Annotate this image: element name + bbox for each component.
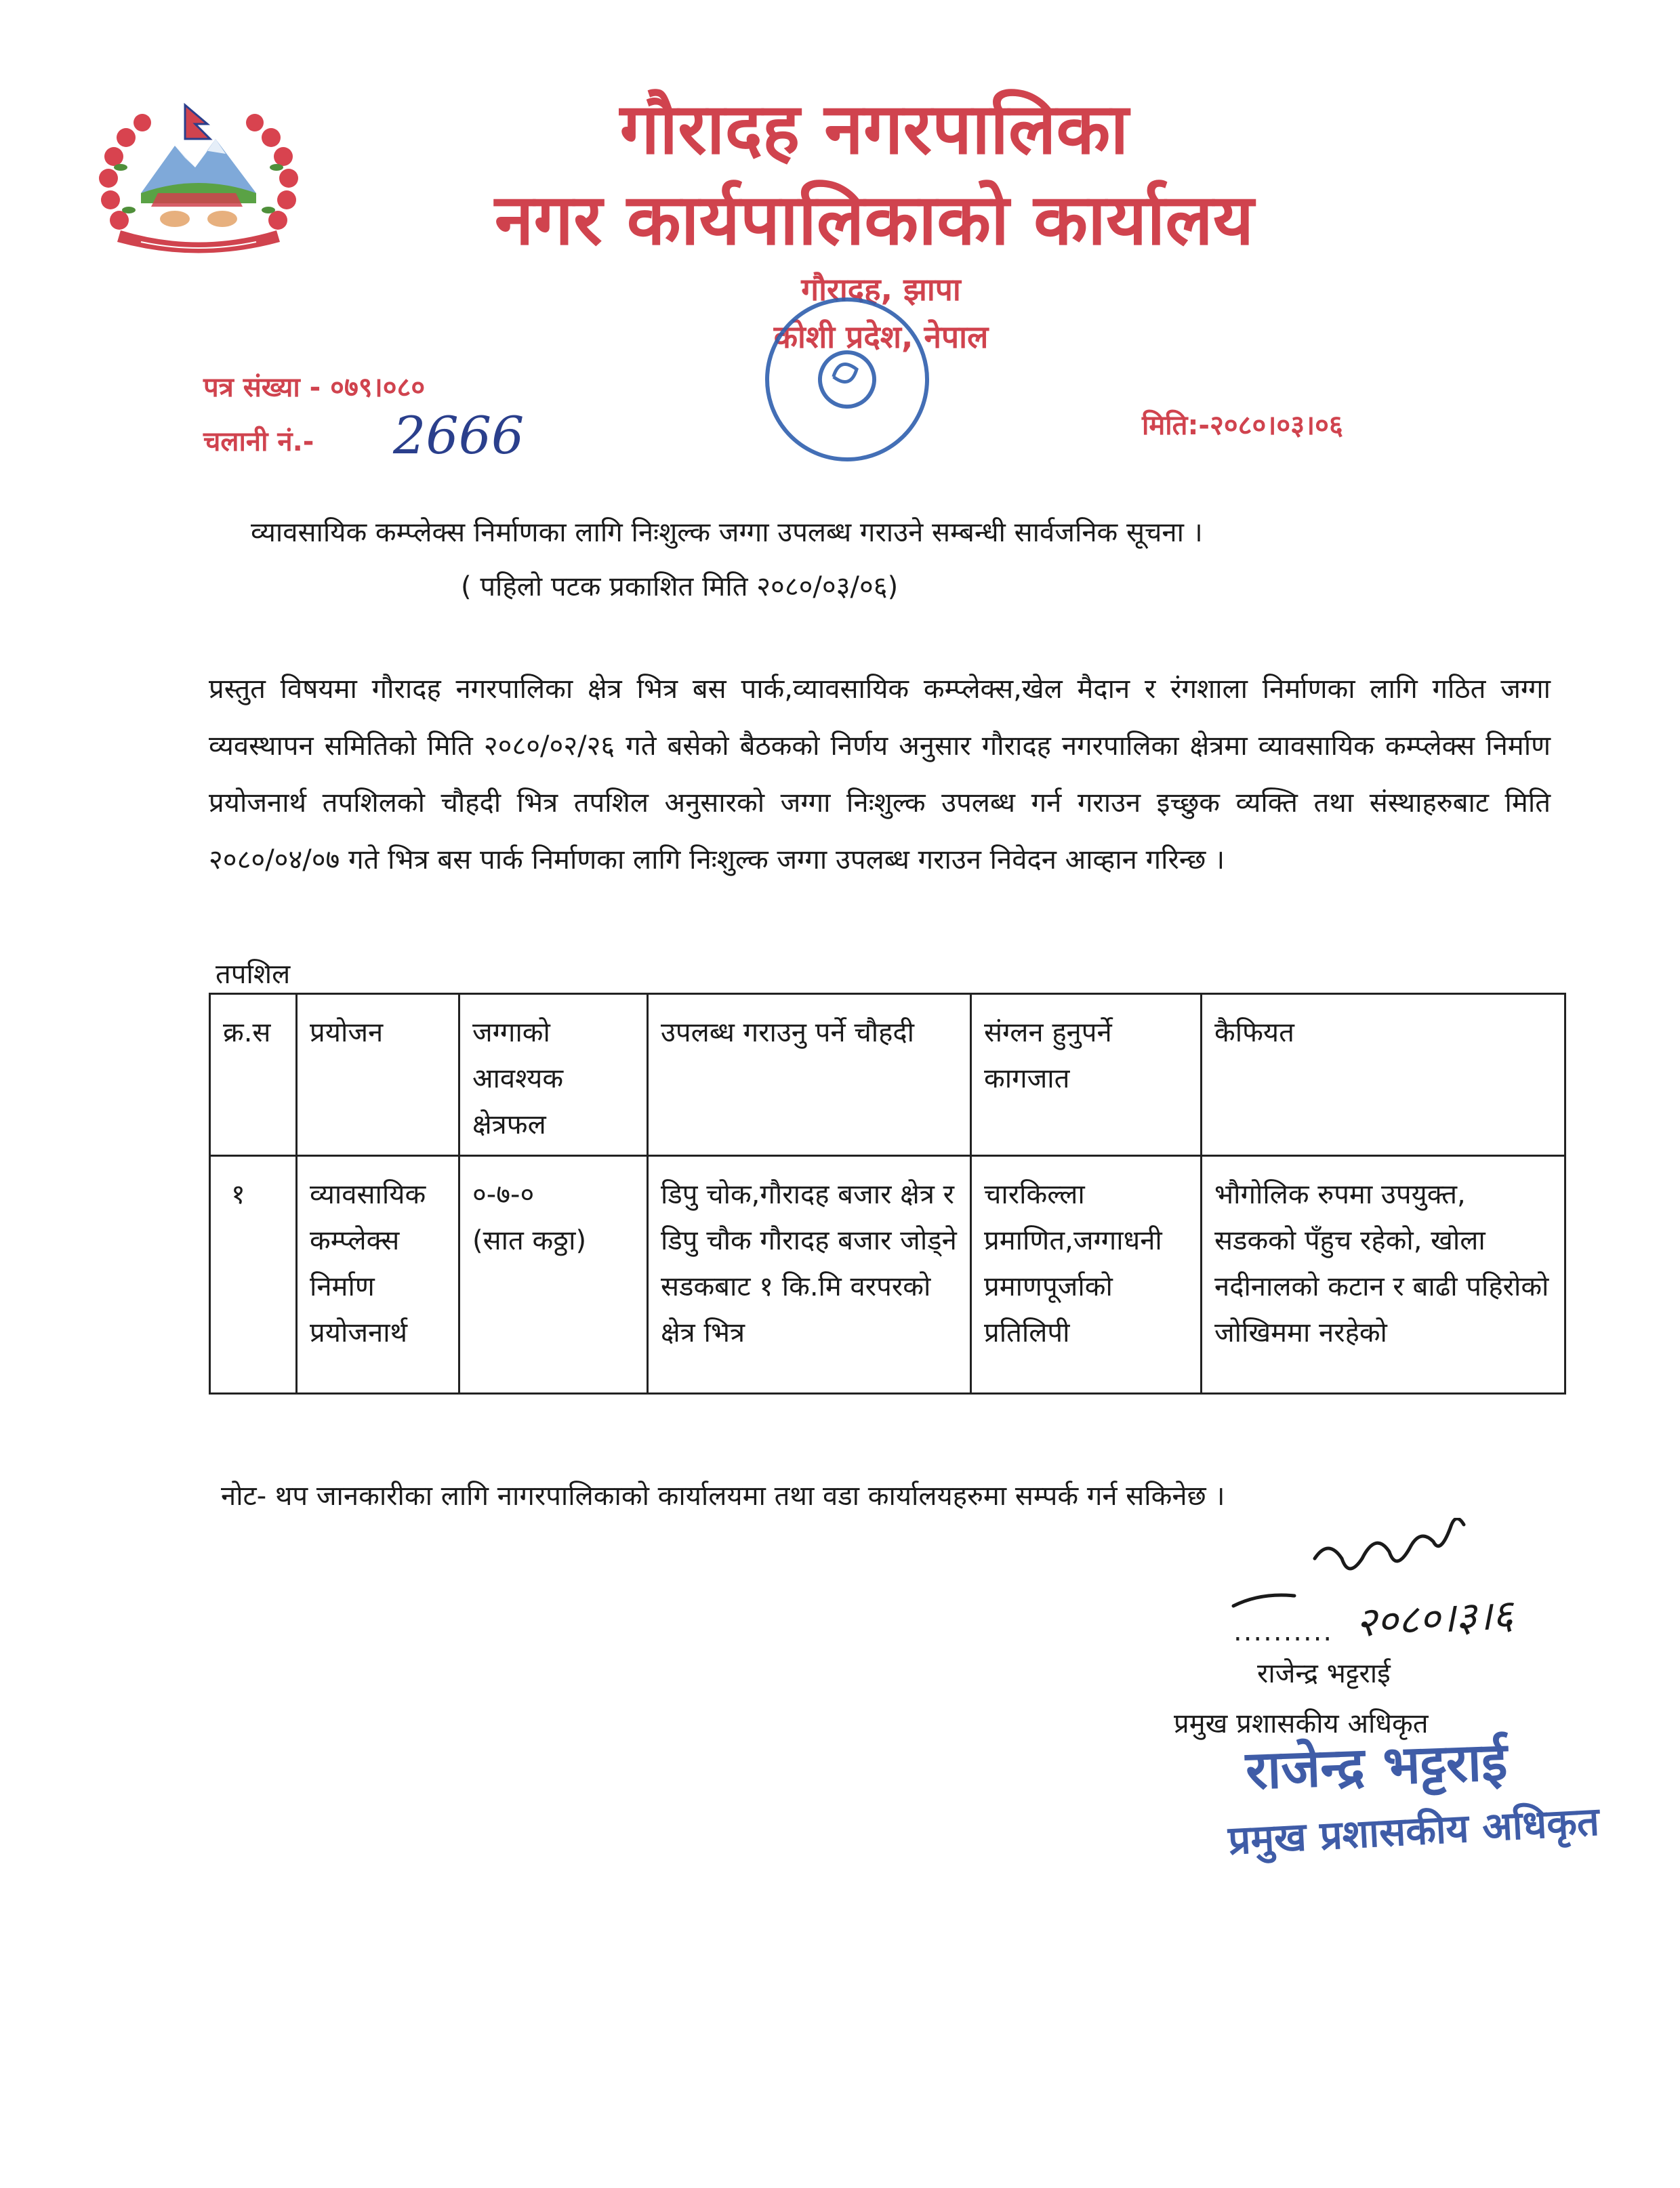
table-row — [210, 1156, 1565, 1394]
office-seal-stamp-icon — [739, 278, 956, 481]
header-boundary: उपलब्ध गराउनु पर्ने चौहदी — [648, 994, 971, 1156]
signature-line: .......... — [1233, 1616, 1334, 1647]
document-date: मिति:-२०८०।०३।०६ — [1142, 410, 1343, 441]
notice-subject: व्यावसायिक कम्प्लेक्स निर्माणका लागि निःशुल्क जग्गा उपलब्ध गराउने सम्बन्धी सार्वजनिक सूचना । — [251, 517, 1203, 548]
header-documents: संग्लन हुनुपर्ने कागजात — [971, 994, 1202, 1156]
cell-boundary: डिपु चोक,गौरादह बजार क्षेत्र र डिपु चौक गौरादह बजार जोड्ने सडकबाट १ कि.मि वरपरको क्षेत्र भित्र — [648, 1156, 971, 1394]
schedule-label: तपशिल — [216, 959, 291, 990]
cell-documents: चारकिल्ला प्रमाणित,जग्गाधनी प्रमाणपूर्जाको प्रतिलिपी — [971, 1156, 1202, 1394]
contact-note: नोट- थप जानकारीका लागि नागरपालिकाको कार्यालयमा तथा वडा कार्यालयहरुमा सम्पर्क गर्न सकिनेछ । — [221, 1481, 1225, 1512]
cell-purpose: व्यावसायिक कम्प्लेक्स निर्माण प्रयोजनार्थ — [297, 1156, 459, 1394]
signature-date: २०८०।३।६ — [1354, 1590, 1515, 1647]
office-address-line2: कोशी प्रदेश, नेपाल — [773, 318, 989, 355]
table-header-row — [210, 994, 1565, 1156]
schedule-table — [209, 993, 1566, 1395]
header-purpose: प्रयोजन — [297, 994, 459, 1156]
cell-area — [459, 1156, 648, 1394]
header-serial: क्र.स — [210, 994, 297, 1156]
dispatch-label: चलानी नं.- — [203, 426, 314, 457]
office-name: नगर कार्यपालिकाको कार्यालय — [494, 178, 1254, 261]
header-area: जग्गाको आवश्यक क्षेत्रफल — [459, 994, 648, 1156]
office-address-line1: गौरादह, झापा — [801, 271, 961, 308]
cell-serial: १ — [210, 1156, 297, 1394]
municipality-name: गौरादह नगरपालिका — [619, 87, 1129, 170]
nepal-coat-of-arms-icon — [94, 91, 304, 254]
officer-stamp-title: प्रमुख प्रशासकीय अधिकृत — [1227, 1798, 1601, 1864]
officer-stamp-name: राजेन्द्र भट्टराई — [1244, 1731, 1509, 1802]
notice-body: प्रस्तुत विषयमा गौरादह नगरपालिका क्षेत्र भित्र बस पार्क,व्यावसायिक कम्प्लेक्स,खेल मैदान र रंगशाला निर्माणका लागि गठित जग्गा व्यवस्थापन समितिको मिति २०८०/०२/२६ गते बसेको बैठकको निर्णय अनुसार गौरादह नगरपालिका क्षेत्रमा व्यावसायिक कम्प्लेक्स निर्माण प्रयोजनार्थ तपशिलको चौहदी भित्र तपशिल अनुसारको जग्गा निःशुल्क उपलब्ध गर्न गराउन इच्छुक व्यक्ति तथा संस्थाहरुबाट मिति २०८०/०४/०७ गते भित्र बस पार्क निर्माणका लागि निःशुल्क जग्गा उपलब्ध गराउन निवेदन आव्हान गरिन्छ । — [209, 674, 1551, 875]
cell-remarks: भौगोलिक रुपमा उपयुक्त, सडकको पँहुच रहेको, खोला नदीनालको कटान र बाढी पहिरोको जोखिममा नरहेको — [1202, 1156, 1565, 1394]
area-note: (सात कठ्ठा) — [472, 1225, 587, 1256]
area-value: ०-७-० — [472, 1179, 535, 1210]
header-remarks: कैफियत — [1202, 994, 1565, 1156]
signer-name: राजेन्द्र भट्टराई — [1257, 1658, 1391, 1689]
dispatch-number: 2666 — [393, 405, 525, 466]
letter-number: पत्र संख्या - ०७९।०८० — [203, 372, 426, 403]
signer-title: प्रमुख प्रशासकीय अधिकृत — [1174, 1708, 1429, 1739]
first-published-date: ( पहिलो पटक प्रकाशित मिति २०८०/०३/०६) — [461, 571, 899, 602]
